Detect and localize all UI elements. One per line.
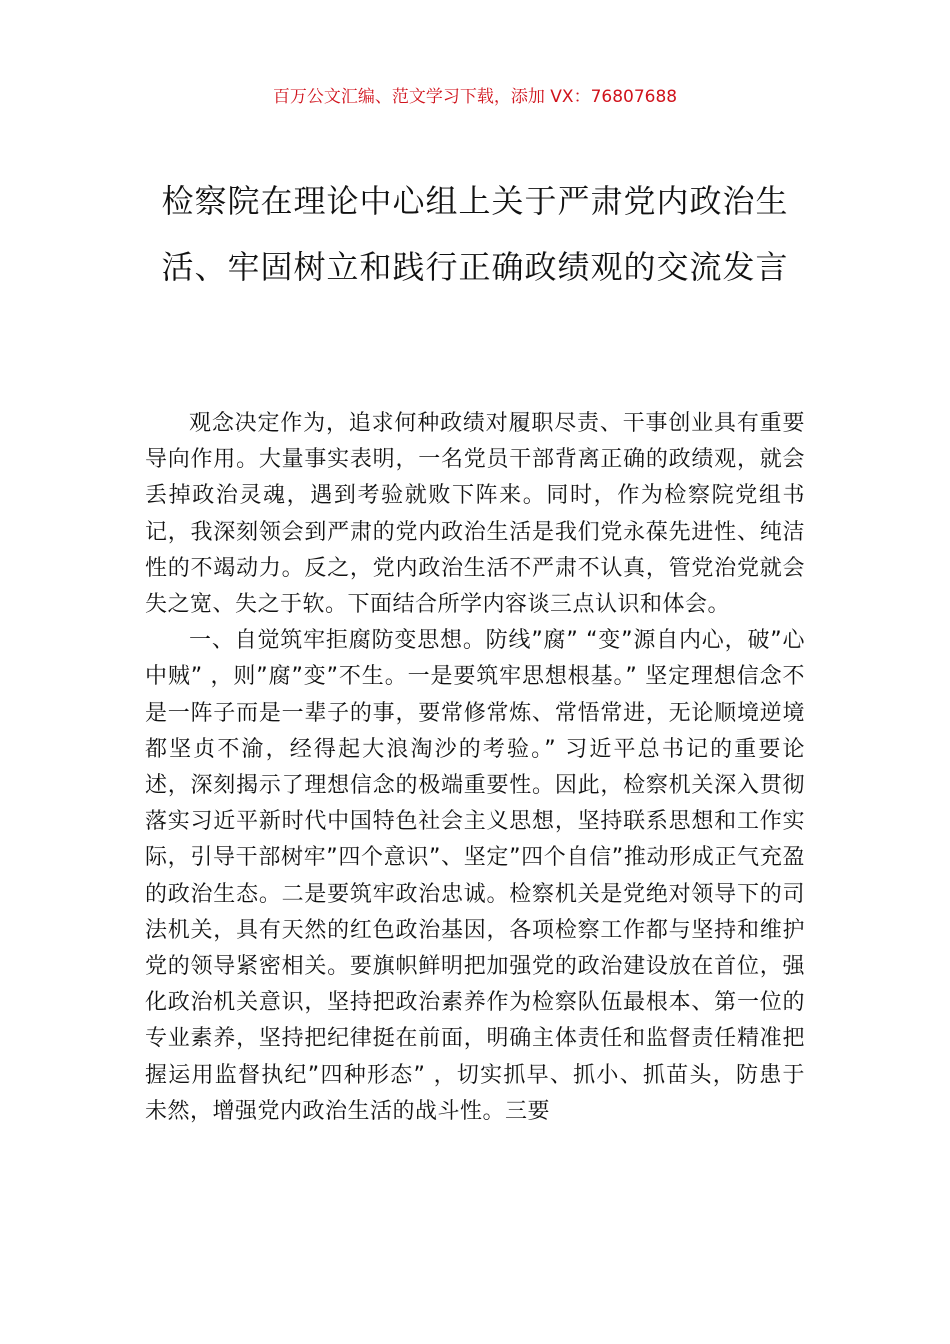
document-title: 检察院在理论中心组上关于严肃党内政治生活、牢固树立和践行正确政绩观的交流发言 [161, 182, 789, 286]
paragraph-section-one: 一、自觉筑牢拒腐防变思想。防线”腐” “变”源自内心，破”心中贼” ，则”腐”变”不生。一是要筑牢思想根基。” 坚定理想信念不是一阵子而是一辈子的事，要常修常炼、常悟常进，无论顺境逆境都坚贞不渝，经得起大浪淘沙的考验。” 习近平总书记的重要论述，深刻揭示了理想信念的极端重要性。因此，检察机关深入贯彻落实习近平新时代中国特色社会主义思想，坚持联系思想和工作实际，引导干部树牢”四个意识”、坚定”四个自信”推动形成正气充盈的政治生态。二是要筑牢政治忠诚。检察机关是党绝对领导下的司法机关，具有天然的红色政治基因，各项检察工作都与坚持和维护党的领导紧密相关。要旗帜鲜明把加强党的政治建设放在首位，强化政治机关意识，坚持把政治素养作为检察队伍最根本、第一位的专业素养，坚持把纪律挺在前面，明确主体责任和监督责任精准把握运用监督执纪”四种形态” ，切实抓早、抓小、抓苗头，防患于未然，增强党内政治生活的战斗性。三要 [145, 628, 805, 1124]
header-note: 百万公文汇编、范文学习下载，添加 VX：76807688 [272, 87, 678, 107]
document-body [145, 406, 805, 1130]
paragraph-intro: 观念决定作为，追求何种政绩对履职尽责、干事创业具有重要导向作用。大量事实表明，一名党员干部背离正确的政绩观，就会丢掉政治灵魂，遇到考验就败下阵来。同时，作为检察院党组书记，我深刻领会到严肃的党内政治生活是我们党永葆先进性、纯洁性的不竭动力。反之，党内政治生活不严肃不认真，管党治党就会失之宽、失之于软。下面结合所学内容谈三点认识和体会。 [145, 411, 805, 618]
